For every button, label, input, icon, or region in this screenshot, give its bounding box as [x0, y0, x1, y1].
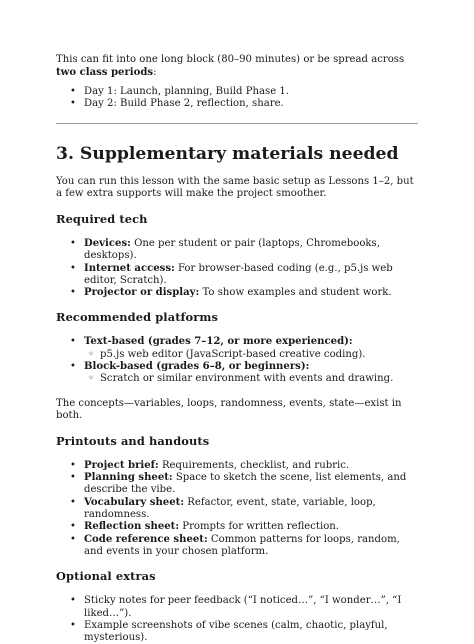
list-item: • Vocabulary sheet: Refactor, event, state, variable, loop, randomness. — [56, 497, 418, 522]
required-tech-heading: Required tech — [56, 211, 148, 226]
extras-list — [56, 595, 418, 644]
required-tech-list — [56, 238, 418, 299]
schedule-intro-emphasis: two class periods — [56, 66, 154, 78]
list-item: • Day 2: Build Phase 2, reflection, share. — [56, 98, 418, 110]
list-item: • Projector or display: To show examples and student work. — [56, 287, 418, 299]
platforms-note: The concepts—variables, loops, randomness, events, state—exist in both. — [56, 397, 402, 422]
list-item: • Text-based (grades 7–12, or more experienced): ◦ p5.js web editor (JavaScript-based creative coding). — [56, 336, 418, 361]
list-item: • Internet access: For browser-based coding (e.g., p5.js web editor, Scratch). — [56, 263, 418, 288]
list-item: • Project brief: Requirements, checklist, and rubric. — [56, 460, 418, 472]
printouts-list — [56, 460, 418, 558]
sub-list-item: ◦ Scratch or similar environment with events and drawing. — [56, 373, 418, 385]
platforms-list — [56, 336, 418, 385]
extras-heading: Optional extras — [56, 569, 156, 584]
printouts-heading: Printouts and handouts — [56, 433, 210, 448]
schedule-list — [56, 86, 418, 111]
list-item: • Reflection sheet: Prompts for written reflection. — [56, 521, 418, 533]
list-item: • Example screenshots of vibe scenes (calm, chaotic, playful, mysterious). — [56, 620, 418, 644]
list-item: • Code reference sheet: Common patterns for loops, random, and events in your chosen platform. — [56, 534, 418, 559]
list-item: • Planning sheet: Space to sketch the scene, list elements, and describe the vibe. — [56, 472, 418, 497]
section-title: 3. Supplementary materials needed — [56, 143, 399, 164]
list-item: • Sticky notes for peer feedback (“I noticed…”, “I wonder…”, “I liked…”). — [56, 595, 418, 620]
platforms-heading: Recommended platforms — [56, 310, 219, 325]
section-intro: You can run this lesson with the same basic setup as Lessons 1–2, but a few extra supports will make the project smoother. — [56, 175, 414, 200]
list-item: • Block-based (grades 6–8, or beginners): ◦ Scratch or similar environment with events and drawing. — [56, 361, 418, 386]
list-item: • Day 1: Launch, planning, Build Phase 1. — [56, 86, 418, 98]
list-item: • Devices: One per student or pair (laptops, Chromebooks, desktops). — [56, 238, 418, 263]
sub-list-item: ◦ p5.js web editor (JavaScript-based creative coding). — [56, 349, 418, 361]
schedule-intro: This can fit into one long block (80–90 minutes) or be spread across two class periods: — [56, 54, 405, 78]
